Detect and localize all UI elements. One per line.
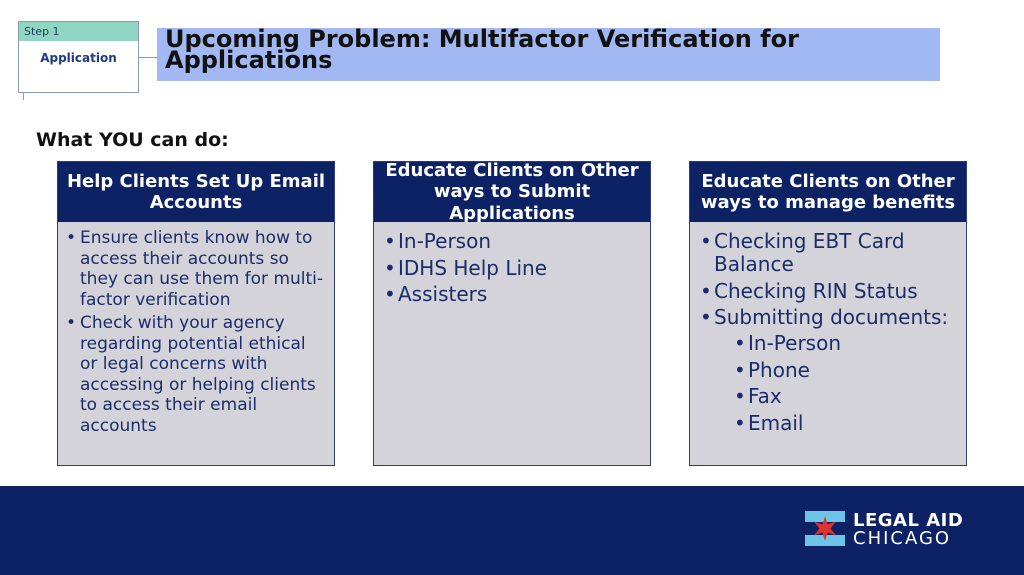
list-item: • Assisters xyxy=(382,283,642,306)
step-connector xyxy=(139,57,157,58)
step-label: Application xyxy=(40,51,117,65)
list-item: • Checking RIN Status xyxy=(698,280,958,303)
step-indicator xyxy=(18,21,139,93)
slide-title: Upcoming Problem: Multifactor Verification for Applications xyxy=(165,25,799,74)
list-item: • Ensure clients know how to access their accounts so they can use them for multi-factor verification xyxy=(64,228,326,310)
card-manage-benefits xyxy=(689,161,967,466)
chicago-star-icon xyxy=(805,511,845,546)
title-banner xyxy=(157,25,940,81)
step-tick xyxy=(23,93,24,100)
card-heading: Help Clients Set Up Email Accounts xyxy=(58,162,334,222)
card-heading: Educate Clients on Other ways to Submit Applications xyxy=(374,162,650,222)
sub-list-item: • Email xyxy=(732,412,958,435)
card-heading: Educate Clients on Other ways to manage benefits xyxy=(690,162,966,222)
sub-list-item: • In-Person xyxy=(732,332,958,355)
list-item: • IDHS Help Line xyxy=(382,257,642,280)
sub-list-item: • Phone xyxy=(732,359,958,382)
card-submit-applications xyxy=(373,161,651,466)
subheading: What YOU can do: xyxy=(36,129,229,151)
list-item: • Checking EBT Card Balance xyxy=(698,230,958,276)
sub-list-item: • Fax xyxy=(732,385,958,408)
step-number: Step 1 xyxy=(19,22,138,41)
list-item: • In-Person xyxy=(382,230,642,253)
logo-text-line2: CHICAGO xyxy=(853,528,952,549)
card-email-accounts xyxy=(57,161,335,466)
list-item: • Submitting documents: • In-Person • Phone • Fax • Email xyxy=(698,306,958,435)
logo-text-line1: LEGAL AID xyxy=(853,510,964,531)
list-item: • Check with your agency regarding potential ethical or legal concerns with accessing or helping clients to access their email accounts xyxy=(64,313,326,436)
